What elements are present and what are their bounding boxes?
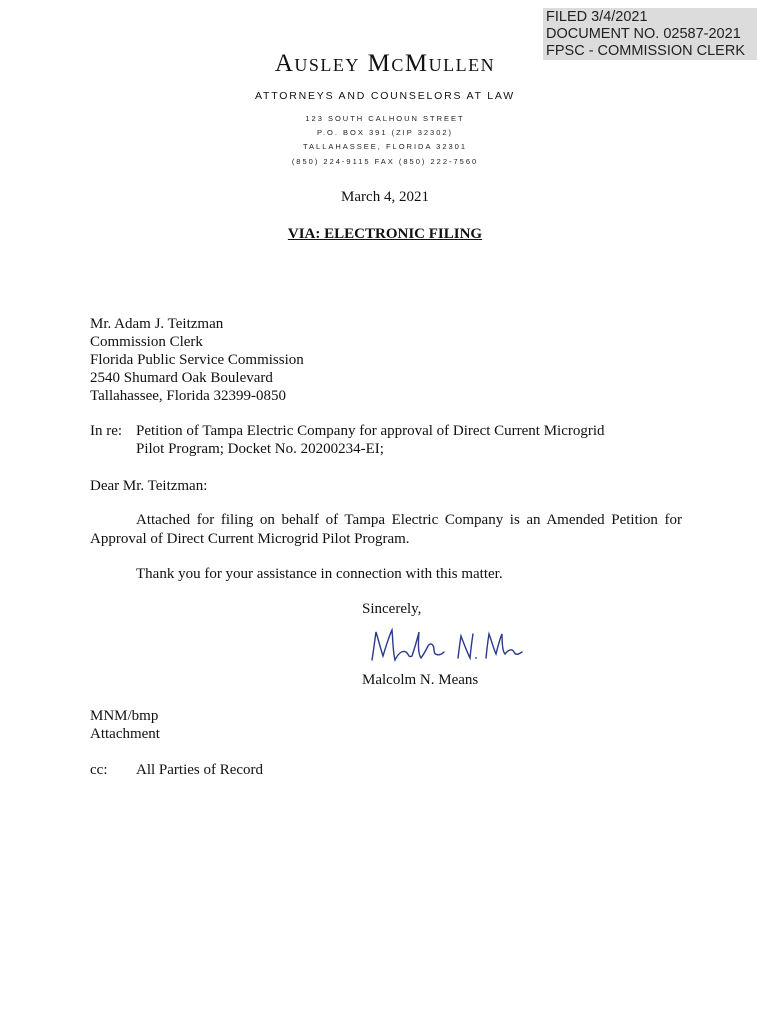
signature [366,624,526,668]
signer-name: Malcolm N. Means [362,672,479,688]
firm-street: 123 SOUTH CALHOUN STREET [305,114,465,123]
recipient-city: Tallahassee, Florida 32399-0850 [90,388,286,404]
signature-text: Malcolm N. Means [366,624,374,625]
firm-phone: (850) 224-9115 FAX (850) 222-7560 [291,157,479,166]
letter-date: March 4, 2021 [341,189,429,205]
attachment-note: Attachment [90,726,160,742]
closing: Sincerely, [362,601,422,617]
recipient-org: Florida Public Service Commission [90,352,304,368]
firm-pobox: P.O. BOX 391 (ZIP 32302) [316,128,454,137]
re-label: In re: [90,423,123,439]
firm-name: Ausley McMullen [274,50,496,77]
body-paragraph-1: Attached for filing on behalf of Tampa Electric Company is an Amended Petition for Approval of Direct Current Microgrid Pilot Program. [90,512,682,547]
body-paragraph-2: Thank you for your assistance in connection with this matter. [136,566,503,582]
delivery-method: VIA: ELECTRONIC FILING [287,226,483,242]
initials: MNM/bmp [90,708,159,724]
recipient-title: Commission Clerk [90,334,203,350]
cc-label: cc: [90,762,108,778]
cc-value: All Parties of Record [136,762,264,778]
re-line-2: Pilot Program; Docket No. 20200234-EI; [136,441,384,457]
salutation: Dear Mr. Teitzman: [90,478,208,494]
firm-subtitle: ATTORNEYS AND COUNSELORS AT LAW [254,90,515,102]
stamp-filed-date: FILED 3/4/2021 [546,9,648,25]
firm-city: TALLAHASSEE, FLORIDA 32301 [303,142,467,151]
recipient-name: Mr. Adam J. Teitzman [90,316,224,332]
stamp-clerk: FPSC - COMMISSION CLERK [546,43,745,59]
stamp-document-number: DOCUMENT NO. 02587-2021 [546,26,741,42]
recipient-street: 2540 Shumard Oak Boulevard [90,370,273,386]
re-line-1: Petition of Tampa Electric Company for approval of Direct Current Microgrid [136,423,605,439]
